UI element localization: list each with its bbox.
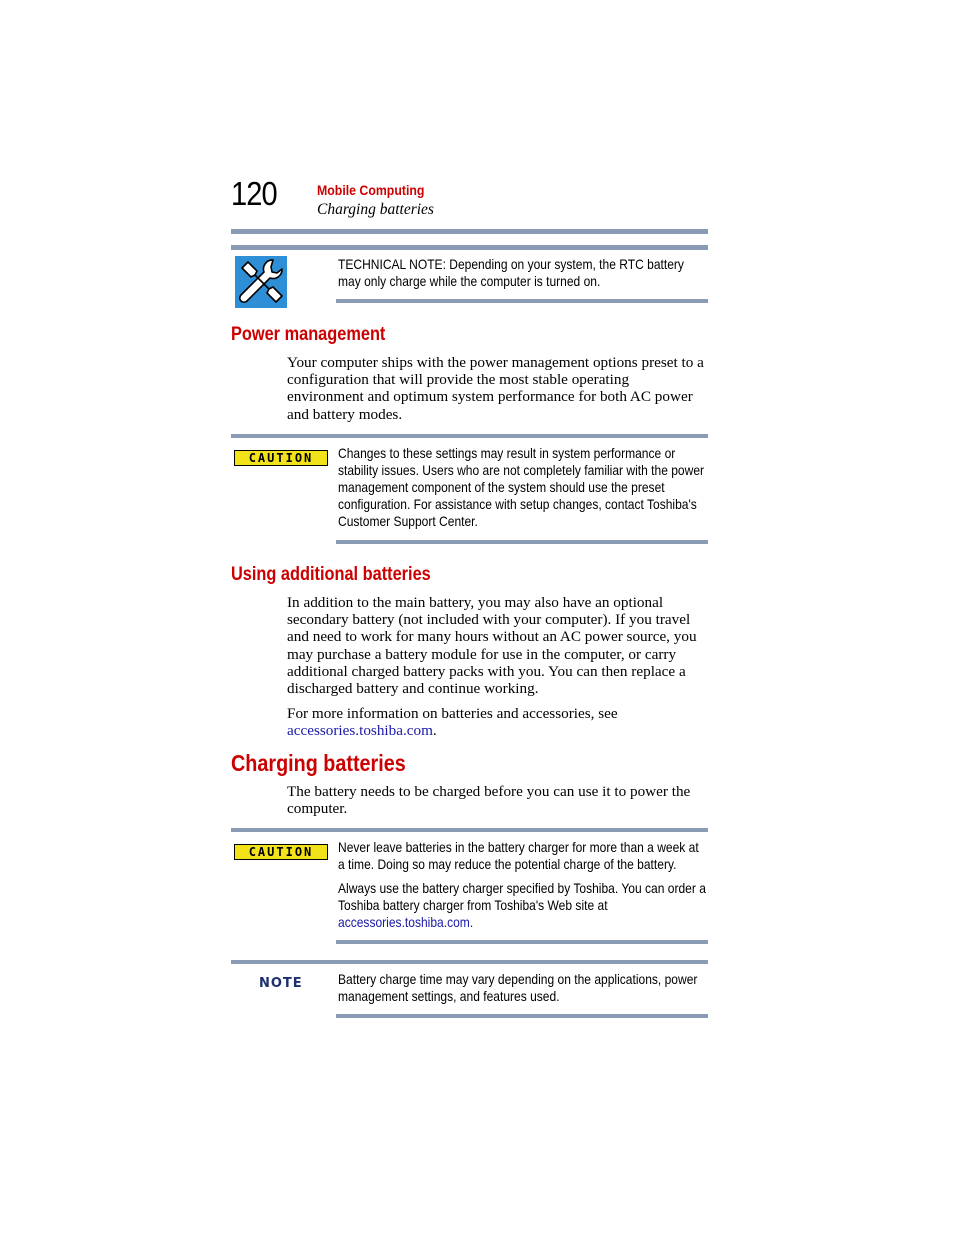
wrench-icon xyxy=(235,256,287,308)
caution-2-top-rule xyxy=(231,828,708,832)
caution-link-suffix: . xyxy=(469,914,474,930)
power-management-heading: Power management xyxy=(231,324,386,345)
accessories-link[interactable]: accessories.toshiba.com xyxy=(287,722,433,740)
caution-1-bottom-rule xyxy=(336,540,708,544)
additional-batteries-body: In addition to the main battery, you may also have an optional secondary battery (not included with your computer). If you travel and need to work for many hours without an AC power source, you may purchase a battery module for use in the computer, or carry additional charged battery packs with you. You can then replace a discharged battery and continue working. xyxy=(287,594,697,698)
caution-2-paragraph-2-text: Always use the battery charger specified by Toshiba. You can order a Toshiba battery charger from Toshiba's Web site at xyxy=(338,880,706,913)
more-info-suffix: . xyxy=(432,722,437,740)
charging-batteries-heading: Charging batteries xyxy=(231,750,406,776)
note-label: NOTE xyxy=(259,976,303,991)
tech-note-text: TECHNICAL NOTE: Depending on your system, the RTC battery may only charge while the computer is turned on. xyxy=(338,256,684,289)
charging-batteries-body: The battery needs to be charged before you can use it to power the computer. xyxy=(287,783,691,818)
caution-2-paragraph-1: Never leave batteries in the battery charger for more than a week at a time. Doing so may reduce the potential charge of the battery. xyxy=(338,839,699,872)
tech-note-top-rule xyxy=(231,245,708,250)
caution-1-text: Changes to these settings may result in system performance or stability issues. Users who are not completely familiar with the power management component of the system should use the preset configuration. For assistance with setup changes, contact Toshiba's Customer Support Center. xyxy=(338,445,705,529)
header-rule xyxy=(231,229,708,234)
note-top-rule xyxy=(231,960,708,964)
more-info-text: For more information on batteries and accessories, see xyxy=(287,705,618,722)
caution-badge: CAUTION xyxy=(234,844,328,860)
caution-1-top-rule xyxy=(231,434,708,438)
power-management-body: Your computer ships with the power management options preset to a configuration that will provide the most stable operating environment and optimum system performance for both AC power and battery modes. xyxy=(287,354,704,423)
caution-2-text xyxy=(338,839,706,931)
caution-2-paragraph-2 xyxy=(338,880,706,931)
note-text: Battery charge time may vary depending on the applications, power management settings, and features used. xyxy=(338,971,698,1004)
more-info-paragraph xyxy=(287,705,707,739)
note-bottom-rule xyxy=(336,1014,708,1018)
caution-2-bottom-rule xyxy=(336,940,708,944)
section-title: Charging batteries xyxy=(317,201,434,218)
additional-batteries-heading: Using additional batteries xyxy=(231,564,431,585)
caution-accessories-link[interactable]: accessories.toshiba.com xyxy=(338,914,470,930)
page-number: 120 xyxy=(231,175,277,212)
tech-note-bottom-rule xyxy=(336,299,708,303)
caution-badge: CAUTION xyxy=(234,450,328,466)
chapter-title: Mobile Computing xyxy=(317,182,425,198)
